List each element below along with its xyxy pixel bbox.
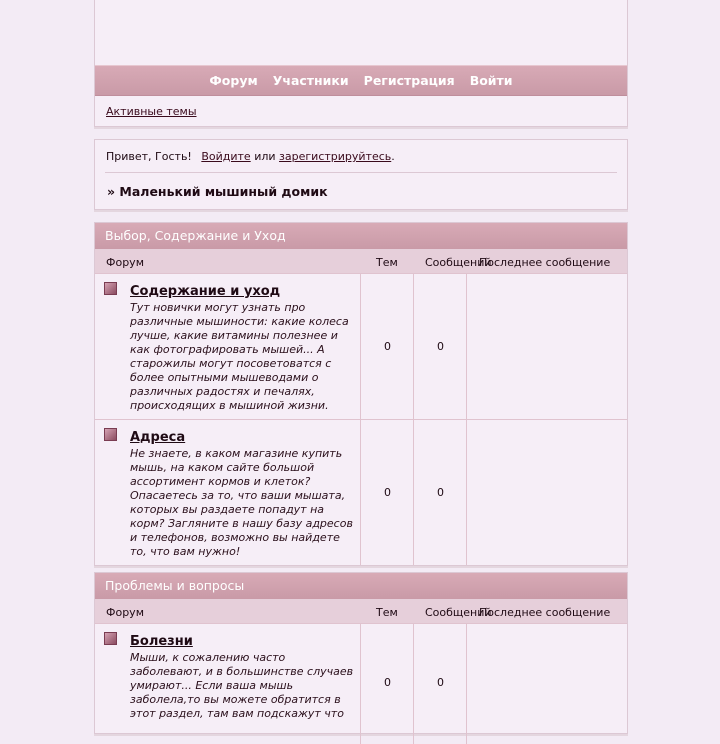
register-link[interactable]: зарегистрируйтесь [279,150,392,163]
col-topics: Тем [376,256,398,269]
col-posts: Сообщений [425,606,492,619]
sub-nav [95,96,627,127]
or-text: или [254,150,276,163]
header-banner [95,0,627,65]
category-2 [94,572,628,734]
forum-row [95,273,627,419]
forum-description: Мыши, к сожалению часто заболевают, и в большинстве случаев умирают... Если ваша мышь заболела,то вы можете обратится в этот раздел, там вам подскажут что [130,651,354,720]
nav-register[interactable]: Регистрация [363,73,455,88]
nav-members[interactable]: Участники [272,73,349,88]
welcome-line [95,140,627,163]
posts-count: 0 [437,486,444,499]
forum-description: Тут новички могут узнать про различные мышиности: какие колеса лучше, какие витамины полезнее и как фотографировать мышей... А старожилы могут посоветоватся с более опытными мышеводами о различных радостях и печалях, происходящих в мышиной жизни. [130,301,349,412]
header [94,0,628,127]
active-topics-link[interactable]: Активные темы [106,105,197,118]
column-headers [95,249,627,273]
forum-icon [104,632,117,645]
col-forum: Форум [106,606,144,619]
topics-count: 0 [384,340,391,353]
login-link[interactable]: Войдите [201,150,251,163]
forum-description: Не знаете, в каком магазине купить мышь, на каком сайте большой ассортимент кормов и клеток? Опасаетесь за то, что ваши мышата, которых вы раздаете попадут на корм? Загляните в нашу базу адресов и телефонов, возможно вы найдете то, что вам нужно! [130,447,353,558]
topics-count: 0 [384,486,391,499]
category-title: Выбор, Содержание и Уход [95,223,627,249]
greeting-text: Привет, Гость! [106,150,192,163]
col-last-post: Последнее сообщение [479,606,611,619]
col-last-post: Последнее сообщение [479,256,611,269]
col-topics: Тем [376,606,398,619]
nav-login[interactable]: Войти [469,73,513,88]
forum-title-link[interactable]: Болезни [130,634,193,649]
forum-icon [104,282,117,295]
category-title: Проблемы и вопросы [95,573,627,599]
forum-row [95,623,627,744]
posts-count: 0 [437,340,444,353]
welcome-box [94,139,628,210]
forum-icon [104,428,117,441]
posts-count: 0 [437,676,444,689]
nav-forum[interactable]: Форум [209,73,258,88]
main-nav [95,65,627,96]
topics-count: 0 [384,676,391,689]
forum-title-link[interactable]: Содержание и уход [130,284,281,299]
column-headers [95,599,627,623]
forum-row [95,419,627,565]
period-text: . [391,150,395,163]
board-title: » Маленький мышиный домик [107,184,328,199]
col-posts: Сообщений [425,256,492,269]
category-1 [94,222,628,566]
forum-title-link[interactable]: Адреса [130,430,186,445]
col-forum: Форум [106,256,144,269]
